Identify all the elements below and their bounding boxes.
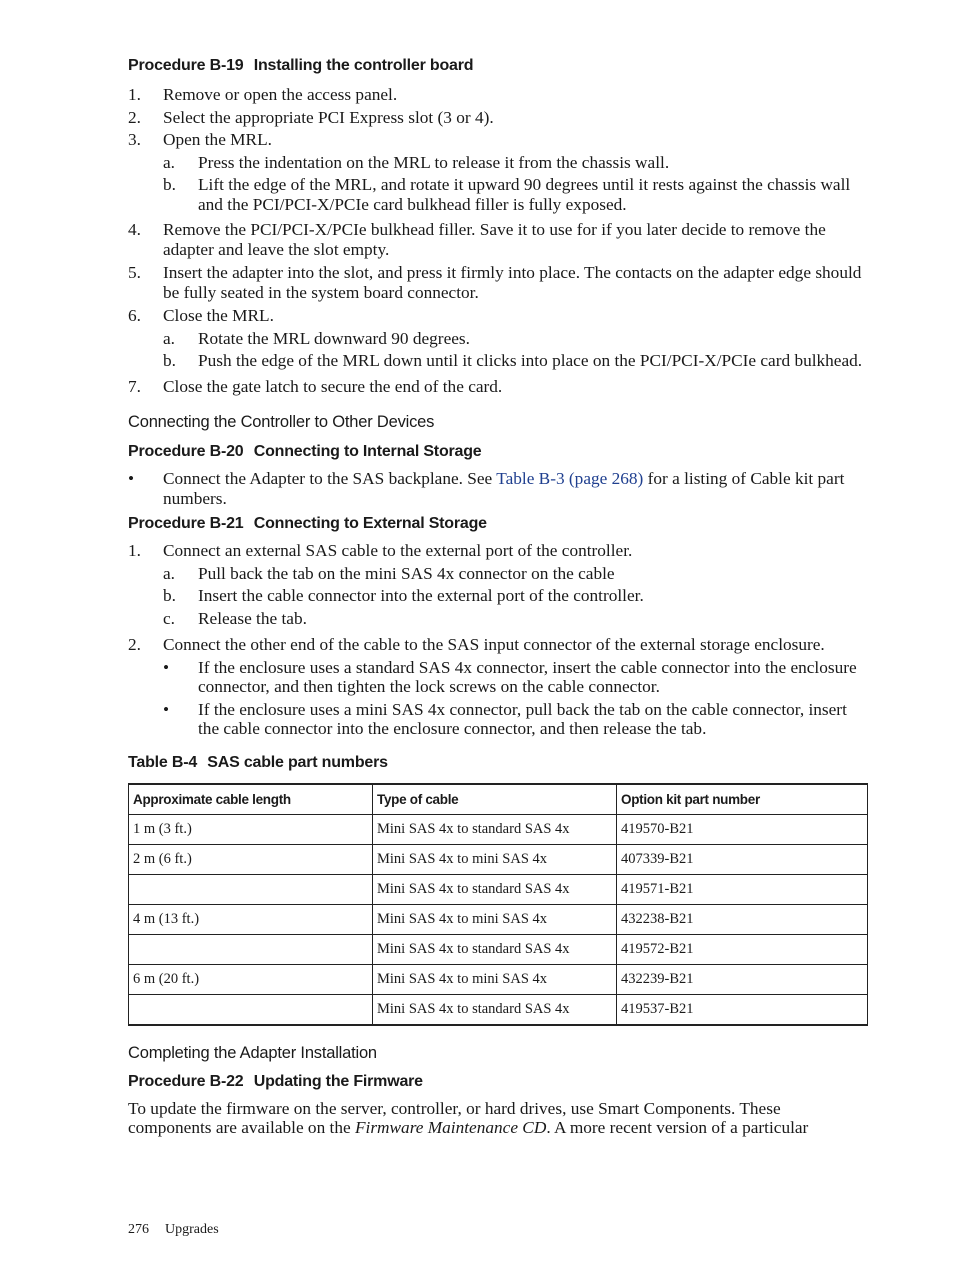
step-text: Remove the PCI/PCI-X/PCIe bulkhead filler. Save it to use for if you later decide to remove the adapter and leave the slot empty.: [163, 220, 826, 259]
sub-step-letter: b.: [163, 175, 176, 194]
sub-list-item: [128, 658, 868, 697]
footer-section: Upgrades: [165, 1222, 219, 1237]
table-cell: Mini SAS 4x to mini SAS 4x: [373, 964, 617, 994]
sub-step-text: Insert the cable connector into the external port of the controller.: [198, 586, 644, 605]
step-number: 3.: [128, 130, 141, 149]
procedure-heading: [128, 514, 868, 534]
step-text: for a listing of Cable kit part numbers.: [163, 469, 845, 508]
bullet-icon: •: [163, 699, 170, 719]
table-cell: Mini SAS 4x to standard SAS 4x: [373, 994, 617, 1025]
sub-step-text: Push the edge of the MRL down until it clicks into place on the PCI/PCI-X/PCIe card bulkhead.: [198, 351, 863, 370]
table-cell: Mini SAS 4x to standard SAS 4x: [373, 814, 617, 844]
list-item: [128, 306, 868, 326]
step-text: Remove or open the access panel.: [163, 85, 398, 104]
step-number: 4.: [128, 220, 141, 239]
table-cell: [129, 934, 373, 964]
procedure-title: Connecting to Internal Storage: [253, 443, 482, 460]
procedure-steps: [128, 541, 868, 739]
bullet-icon: •: [128, 469, 135, 488]
table-cell: 432239-B21: [617, 964, 868, 994]
procedure-title: Installing the controller board: [253, 57, 474, 74]
sub-step-letter: c.: [163, 608, 175, 628]
sub-list-item: [128, 175, 868, 214]
document-page: [128, 54, 868, 1138]
table-cell: 432238-B21: [617, 904, 868, 934]
step-text: Close the gate latch to secure the end of the card.: [163, 376, 503, 396]
sub-step-letter: b.: [163, 586, 176, 605]
table-cell: [129, 994, 373, 1025]
table-cell: Mini SAS 4x to standard SAS 4x: [373, 874, 617, 904]
table-b3-link[interactable]: Table B-3 (page 268): [496, 469, 644, 488]
table-row: [129, 844, 868, 874]
section-heading: Completing the Adapter Installation: [128, 1043, 377, 1062]
sub-list-item: [128, 351, 868, 371]
table-cell: 407339-B21: [617, 844, 868, 874]
table-row: [129, 994, 868, 1025]
procedure-steps: [128, 469, 868, 508]
section-heading: Connecting the Controller to Other Devices: [128, 413, 435, 431]
step-text: Connect an external SAS cable to the external port of the controller.: [163, 541, 633, 560]
list-item: [128, 263, 868, 302]
sub-list-item: [128, 153, 868, 173]
table-cell: Mini SAS 4x to standard SAS 4x: [373, 934, 617, 964]
table-cell: 1 m (3 ft.): [129, 814, 373, 844]
step-number: 5.: [128, 263, 141, 282]
sub-step-letter: a.: [163, 563, 175, 583]
step-number: 1.: [128, 541, 141, 560]
column-header: Type of cable: [373, 784, 617, 815]
procedure-label: Procedure B-19: [128, 57, 244, 74]
sub-step-text: Lift the edge of the MRL, and rotate it upward 90 degrees until it rests against the chassis wall and the PCI/PCI-X/PCIe card bulkhead filler is fully exposed.: [198, 175, 851, 214]
list-item: [128, 377, 868, 397]
step-number: 7.: [128, 376, 141, 396]
step-number: 2.: [128, 635, 141, 654]
sas-cable-table: [128, 783, 868, 1026]
step-number: 2.: [128, 107, 141, 127]
step-text: Insert the adapter into the slot, and press it firmly into place. The contacts on the adapter edge should be fully seated in the system board connector.: [163, 263, 862, 302]
page-number: 276: [128, 1222, 149, 1237]
column-header: Approximate cable length: [129, 784, 373, 815]
sub-list-item: [128, 609, 868, 629]
table-row: [129, 934, 868, 964]
sub-step-letter: a.: [163, 328, 175, 348]
table-cell: 419537-B21: [617, 994, 868, 1025]
table-cell: 419571-B21: [617, 874, 868, 904]
table-cell: 419570-B21: [617, 814, 868, 844]
sub-step-text: Press the indentation on the MRL to release it from the chassis wall.: [198, 152, 670, 172]
sub-step-letter: b.: [163, 351, 176, 370]
table-row: [129, 904, 868, 934]
list-item: [128, 130, 868, 150]
sub-step-text: Rotate the MRL downward 90 degrees.: [198, 328, 470, 348]
list-item: [128, 108, 868, 128]
cd-title: Firmware Maintenance CD: [354, 1118, 547, 1137]
procedure-heading: [128, 1072, 868, 1092]
procedure-title: Connecting to External Storage: [253, 515, 487, 532]
table-row: [129, 964, 868, 994]
paragraph-text: . A more recent version of a particular: [546, 1118, 809, 1137]
sub-list-item: [128, 586, 868, 606]
table-cell: 2 m (6 ft.): [129, 844, 373, 874]
page-footer: [128, 1222, 219, 1238]
procedure-steps: [128, 85, 868, 396]
procedure-title: Updating the Firmware: [253, 1072, 423, 1090]
table-cell: 4 m (13 ft.): [129, 904, 373, 934]
table-header-row: [129, 784, 868, 815]
table-cell: Mini SAS 4x to mini SAS 4x: [373, 904, 617, 934]
procedure-label: Procedure B-21: [128, 515, 244, 532]
step-text: Open the MRL.: [163, 130, 272, 149]
step-number: 6.: [128, 306, 141, 325]
bullet-icon: •: [163, 657, 170, 677]
table-cell: [129, 874, 373, 904]
sub-step-text: Pull back the tab on the mini SAS 4x connector on the cable: [198, 563, 615, 583]
sub-list-item: [128, 564, 868, 584]
list-item: [128, 469, 868, 508]
sub-list-item: [128, 700, 868, 739]
sub-list-item: [128, 329, 868, 349]
table-title: SAS cable part numbers: [207, 753, 388, 771]
table-cell: 419572-B21: [617, 934, 868, 964]
sub-step-text: If the enclosure uses a standard SAS 4x connector, insert the cable connector into the enclosure connector, and then tighten the lock screws on the cable connector.: [198, 657, 857, 696]
step-text: Close the MRL.: [163, 306, 274, 325]
table-cell: Mini SAS 4x to mini SAS 4x: [373, 844, 617, 874]
table-row: [129, 814, 868, 844]
paragraph-text: To update the firmware on the server, controller, or hard drives, use Smart Components. These components are available on the: [128, 1098, 781, 1137]
list-item: [128, 541, 868, 561]
table-caption: [128, 753, 868, 773]
sub-step-text: Release the tab.: [198, 608, 307, 628]
procedure-heading: [128, 56, 868, 76]
step-text: Connect the other end of the cable to the SAS input connector of the external storage enclosure.: [163, 635, 825, 654]
list-item: [128, 220, 868, 259]
step-text: Connect the Adapter to the SAS backplane. See: [163, 469, 497, 488]
procedure-label: Procedure B-20: [128, 443, 244, 460]
table-label: Table B-4: [128, 753, 198, 771]
procedure-heading: [128, 442, 868, 462]
step-number: 1.: [128, 85, 141, 104]
sub-step-text: If the enclosure uses a mini SAS 4x connector, pull back the tab on the cable connector, insert the cable connector into the enclosure connector, and then release the tab.: [198, 699, 847, 738]
list-item: [128, 635, 868, 655]
table-row: [129, 874, 868, 904]
step-text: Select the appropriate PCI Express slot (3 or 4).: [163, 107, 494, 127]
procedure-paragraph: [128, 1099, 868, 1138]
table-cell: 6 m (20 ft.): [129, 964, 373, 994]
sub-step-letter: a.: [163, 152, 175, 172]
procedure-label: Procedure B-22: [128, 1072, 244, 1090]
list-item: [128, 85, 868, 105]
column-header: Option kit part number: [617, 784, 868, 815]
